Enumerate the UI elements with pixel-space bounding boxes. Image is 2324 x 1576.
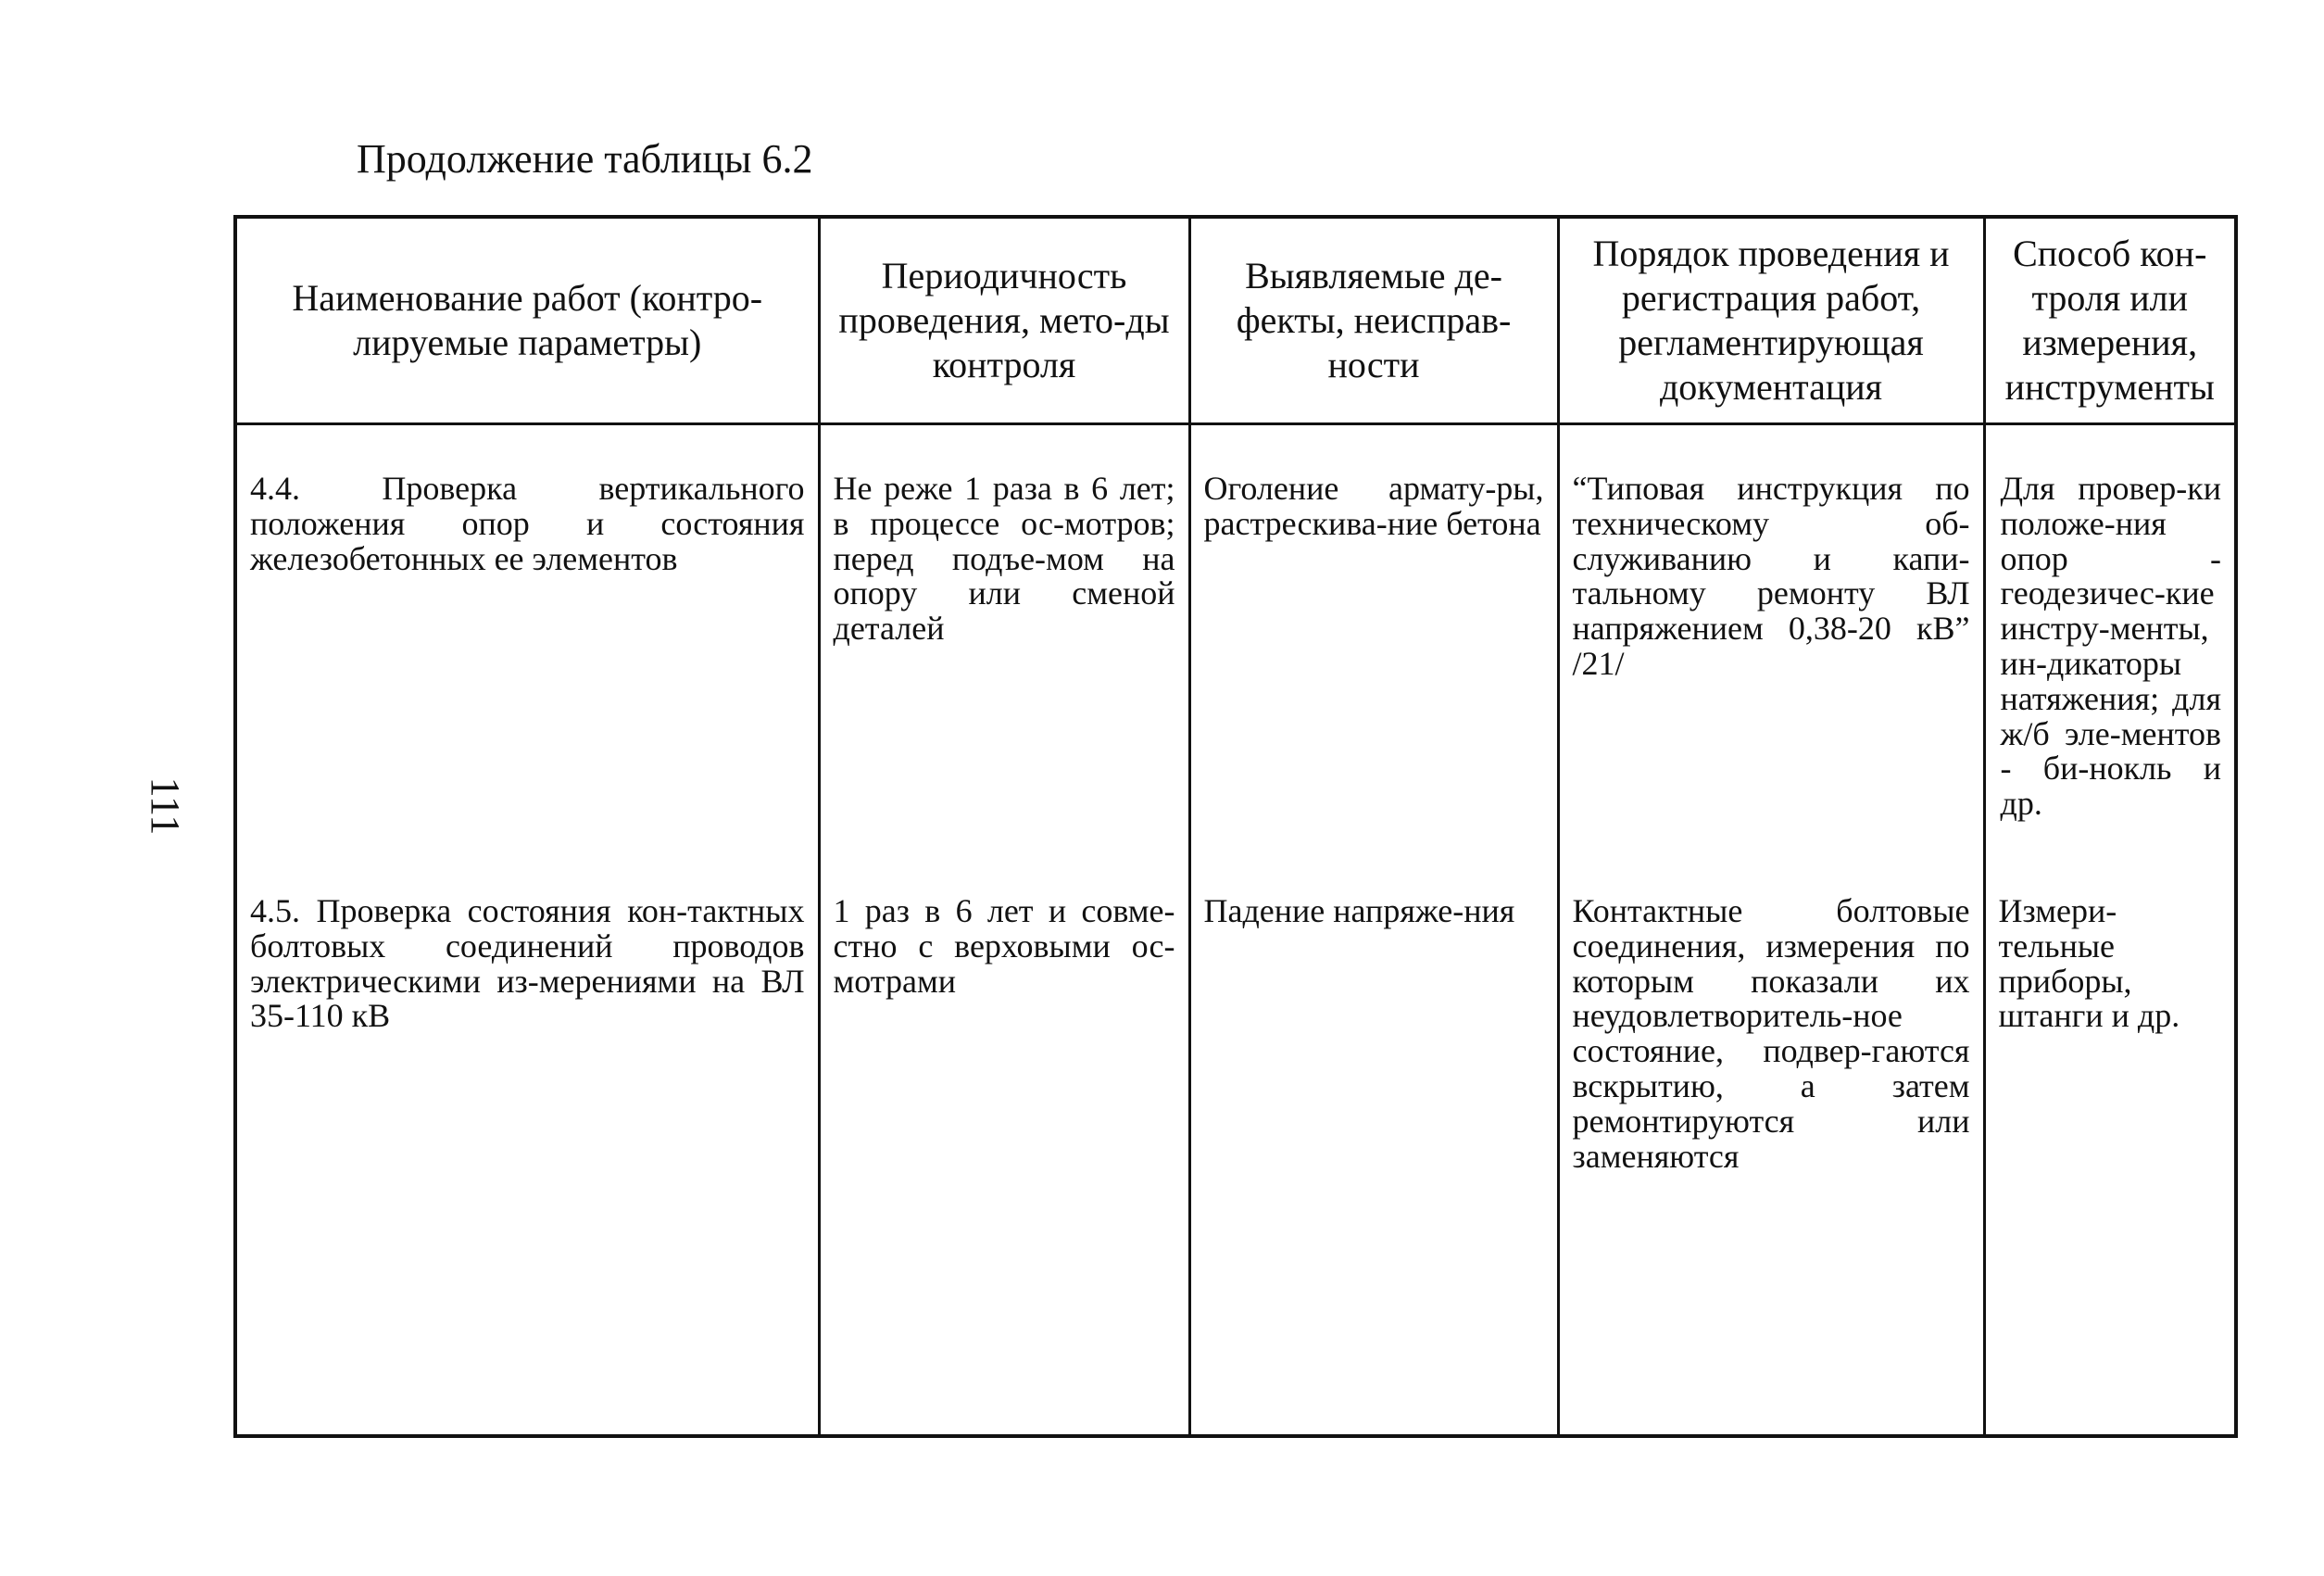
cell-periodicity: Не реже 1 раза в 6 лет; в процессе ос-мотров; перед подъе-мом на опору или сменой деталей	[819, 424, 1189, 871]
cell-procedure: Контактные болтовые соединения, измерения по которым показали их неудовлетворитель-ное состояние, подвер-гаются вскрытию, а затем ремонтируются или заменяются	[1558, 870, 1984, 1436]
header-procedure: Порядок проведения и регистрация работ, регламентирующая документация	[1558, 217, 1984, 424]
header-instruments: Способ кон-троля или измерения, инструменты	[1984, 217, 2236, 424]
cell-procedure: “Типовая инструкция по техническому об-служиванию и капи-тальному ремонту ВЛ напряжением 0,38-20 кВ” /21/	[1558, 424, 1984, 871]
header-defects: Выявляемые де-фекты, неисправ-ности	[1189, 217, 1558, 424]
table-row	[235, 424, 2236, 871]
cell-instruments: Измери-тельные приборы, штанги и др.	[1984, 870, 2236, 1436]
cell-periodicity: 1 раз в 6 лет и совме-стно с верховыми ос-мотрами	[819, 870, 1189, 1436]
table-caption: Продолжение таблицы 6.2	[357, 136, 813, 182]
cell-defects: Падение напряже-ния	[1189, 870, 1558, 1436]
cell-work-name: 4.4. Проверка вертикального положения опор и состояния железобетонных ее элементов	[235, 424, 819, 871]
cell-work-name: 4.5. Проверка состояния кон-тактных болтовых соединений проводов электрическими из-мерениями на ВЛ 35-110 кВ	[235, 870, 819, 1436]
inspection-table	[233, 215, 2238, 1438]
table-row	[235, 870, 2236, 1436]
header-work-name: Наименование работ (контро-лируемые параметры)	[235, 217, 819, 424]
header-periodicity: Периодичность проведения, мето-ды контроля	[819, 217, 1189, 424]
page-number: 111	[143, 776, 188, 836]
cell-instruments: Для провер-ки положе-ния опор - геодезичес-кие инстру-менты, ин-дикаторы натяжения; для ж/б эле-ментов - би-нокль и др.	[1984, 424, 2236, 871]
cell-defects: Оголение армату-ры, растрескива-ние бетона	[1189, 424, 1558, 871]
table-header-row	[235, 217, 2236, 424]
